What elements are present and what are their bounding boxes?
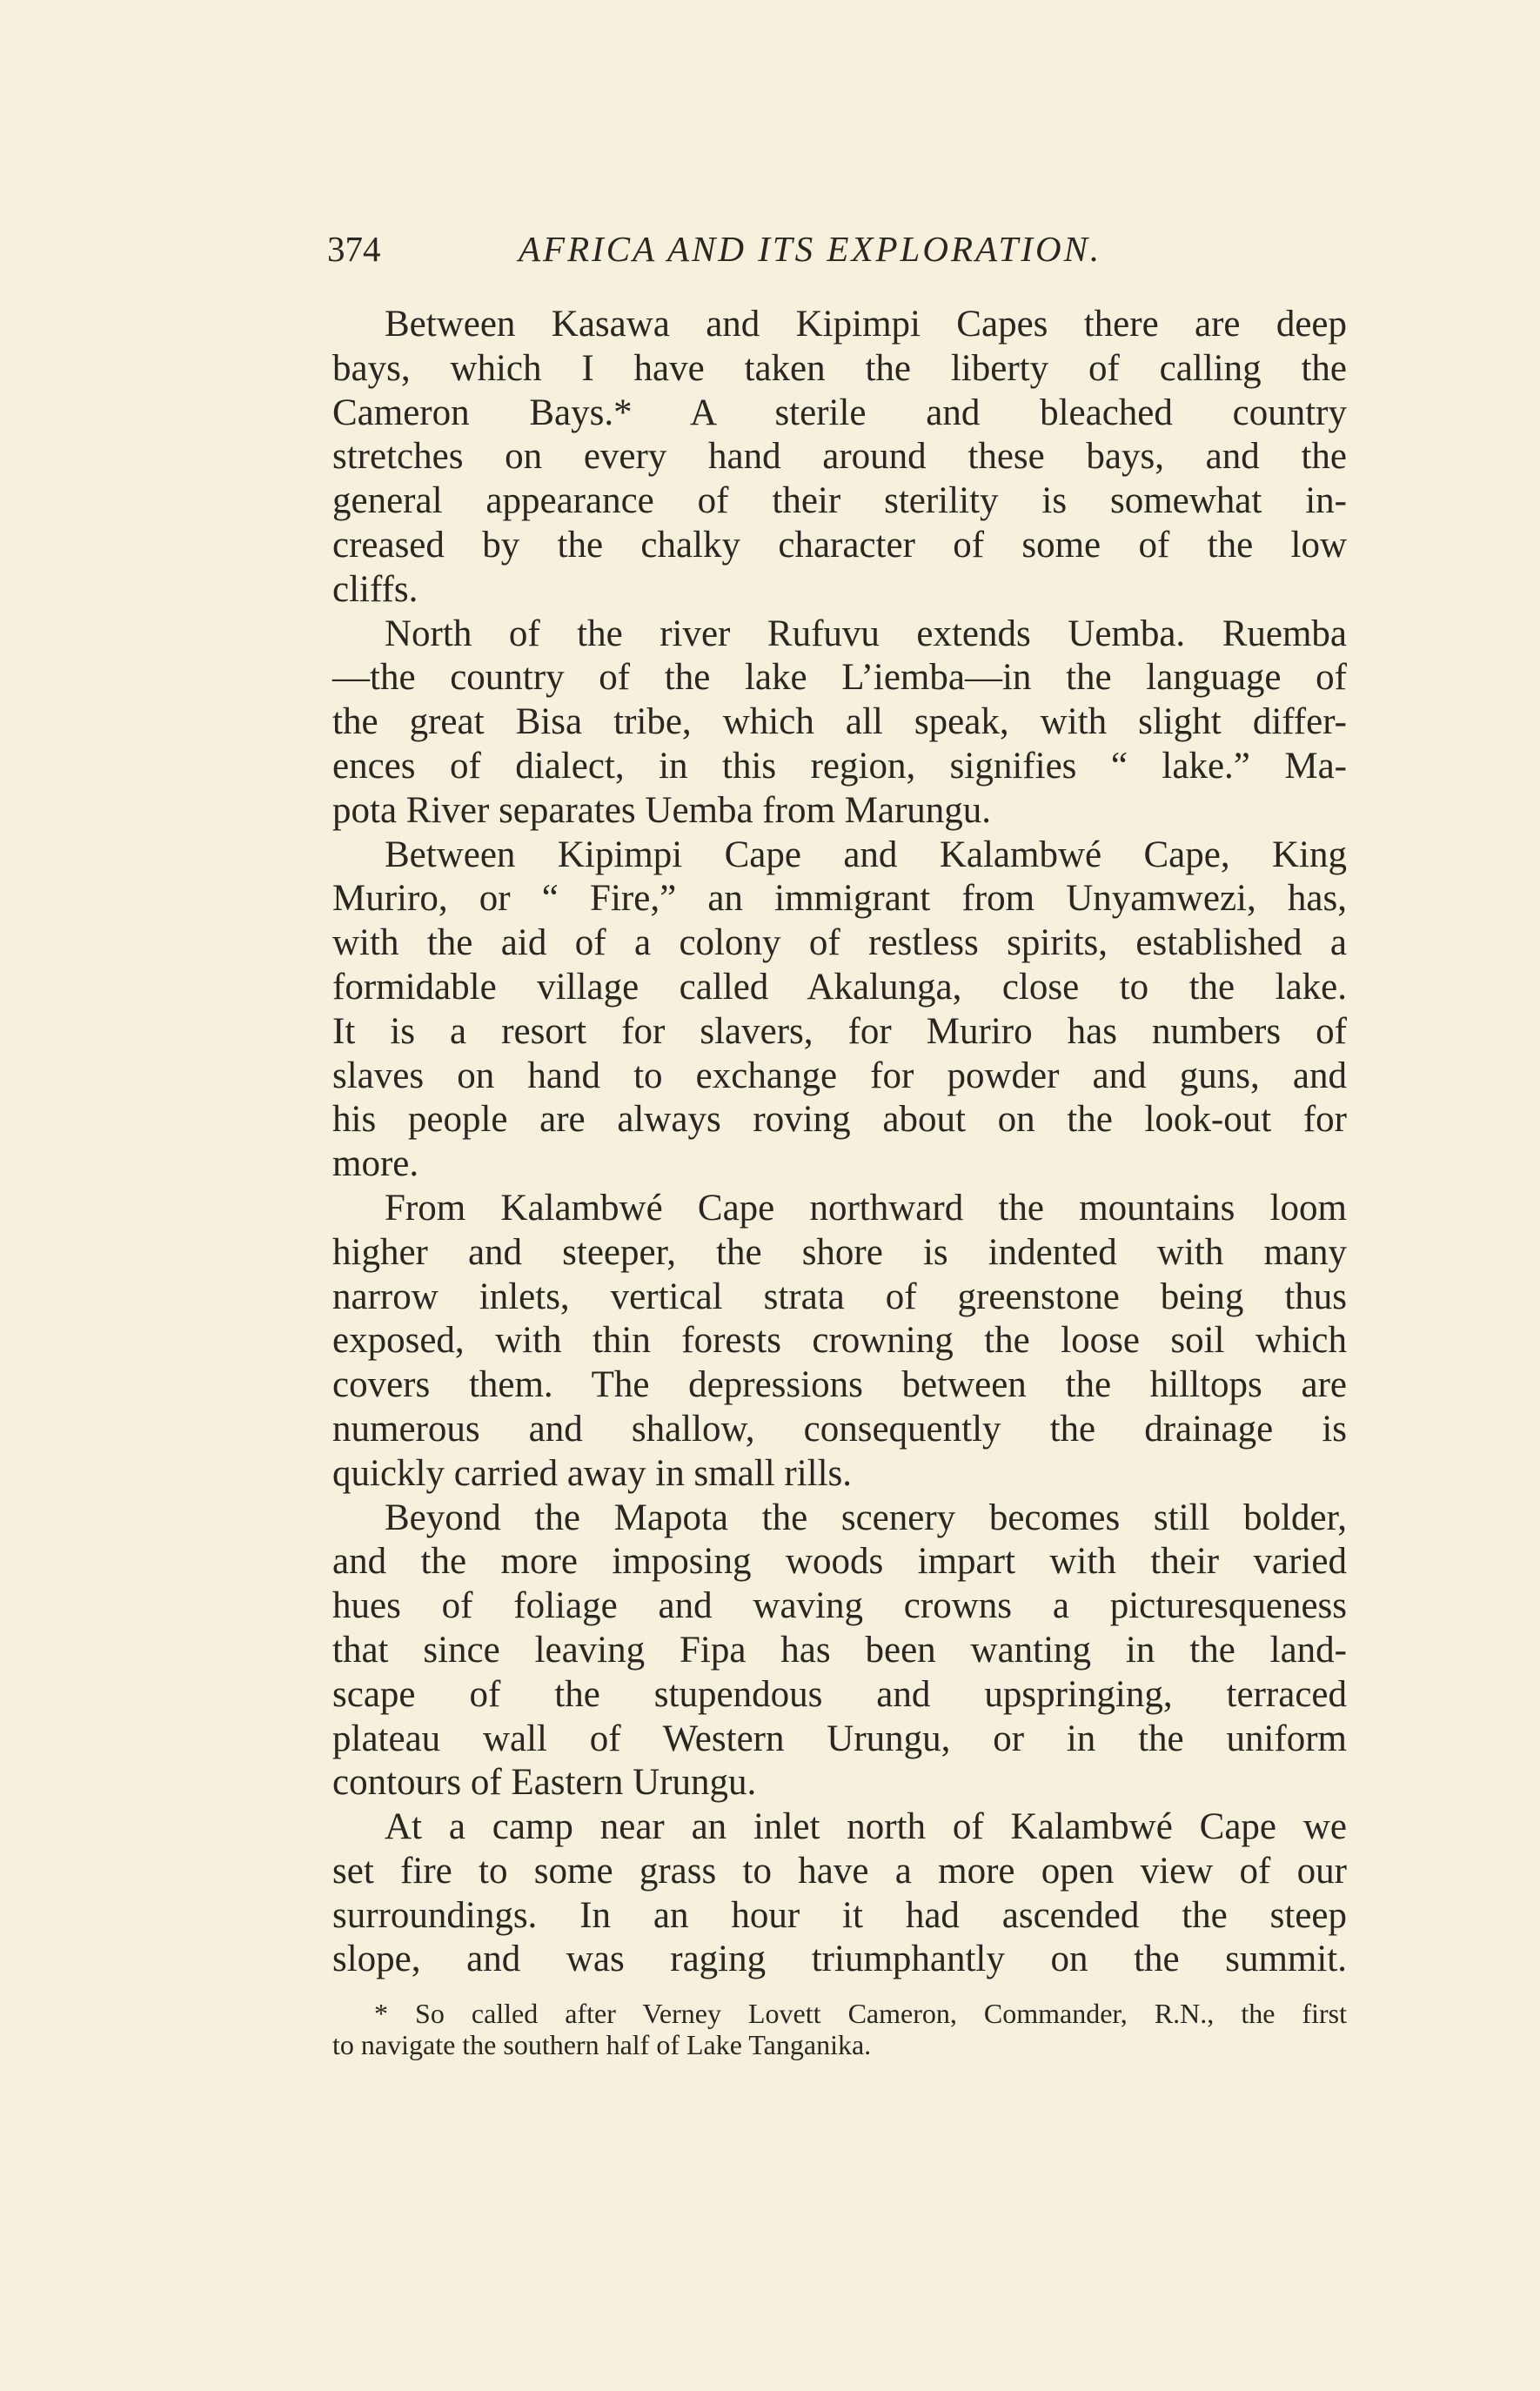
text-line: Cameron Bays.* A sterile and bleached country — [332, 392, 1347, 433]
text-line: Muriro, or “ Fire,” an immigrant from Unyamwezi, has, — [332, 878, 1347, 920]
footnote-line: * So called after Verney Lovett Cameron, Commander, R.N., the first — [374, 1998, 1347, 2029]
text-line: that since leaving Fipa has been wanting in the land- — [332, 1629, 1347, 1671]
text-line: surroundings. In an hour it had ascended the steep — [332, 1894, 1347, 1936]
text-line: and the more imposing woods impart with their varied — [332, 1541, 1347, 1583]
body-text — [332, 303, 1347, 1982]
text-line: Between Kasawa and Kipimpi Capes there are deep — [385, 304, 1347, 345]
text-line: bays, which I have taken the liberty of calling the — [332, 347, 1347, 389]
text-line: slaves on hand to exchange for powder and guns, and — [332, 1055, 1347, 1096]
text-line: plateau wall of Western Urungu, or in the uniform — [332, 1718, 1347, 1759]
text-line: North of the river Rufuvu extends Uemba. Ruemba — [385, 613, 1347, 654]
text-line: covers them. The depressions between the hilltops are — [332, 1364, 1347, 1406]
text-line: It is a resort for slavers, for Muriro has numbers of — [332, 1010, 1347, 1052]
text-line: his people are always roving about on the look-out for — [332, 1099, 1347, 1141]
footnote — [332, 1998, 1347, 2060]
text-line: hues of foliage and waving crowns a picturesqueness — [332, 1585, 1347, 1627]
text-line: the great Bisa tribe, which all speak, with slight differ- — [332, 701, 1347, 743]
text-line: general appearance of their sterility is somewhat in- — [332, 480, 1347, 522]
text-line: cliffs. — [332, 568, 418, 610]
text-line: —the country of the lake L’iemba—in the language of — [332, 657, 1347, 699]
text-line: with the aid of a colony of restless spirits, established a — [332, 922, 1347, 964]
text-line: scape of the stupendous and upspringing, terraced — [332, 1673, 1347, 1715]
text-line: stretches on every hand around these bays, and the — [332, 436, 1347, 478]
text-line: higher and steeper, the shore is indented with many — [332, 1231, 1347, 1273]
text-line: At a camp near an inlet north of Kalambwé Cape we — [385, 1806, 1347, 1848]
text-line: numerous and shallow, consequently the drainage is — [332, 1408, 1347, 1450]
page-number: 374 — [327, 229, 381, 269]
text-line: exposed, with thin forests crowning the loose soil which — [332, 1320, 1347, 1362]
running-title: AFRICA AND ITS EXPLORATION. — [519, 229, 1102, 269]
text-line: formidable village called Akalunga, close to the lake. — [332, 966, 1347, 1008]
footnote-line: to navigate the southern half of Lake Tanganika. — [332, 2029, 872, 2060]
text-line: slope, and was raging triumphantly on the summit. — [332, 1939, 1347, 1980]
text-line: Between Kipimpi Cape and Kalambwé Cape, King — [385, 834, 1347, 875]
page-header — [327, 228, 1347, 280]
text-line: more. — [332, 1143, 419, 1185]
text-line: contours of Eastern Urungu. — [332, 1762, 757, 1804]
text-line: Beyond the Mapota the scenery becomes still bolder, — [385, 1497, 1347, 1538]
text-line: set fire to some grass to have a more open view of our — [332, 1850, 1347, 1892]
text-line: narrow inlets, vertical strata of greenstone being thus — [332, 1276, 1347, 1317]
text-line: creased by the chalky character of some of the low — [332, 524, 1347, 566]
text-line: pota River separates Uemba from Marungu. — [332, 789, 992, 831]
text-line: ences of dialect, in this region, signifies “ lake.” Ma- — [332, 745, 1347, 787]
text-line: From Kalambwé Cape northward the mountains loom — [385, 1187, 1347, 1229]
text-line: quickly carried away in small rills. — [332, 1452, 853, 1494]
